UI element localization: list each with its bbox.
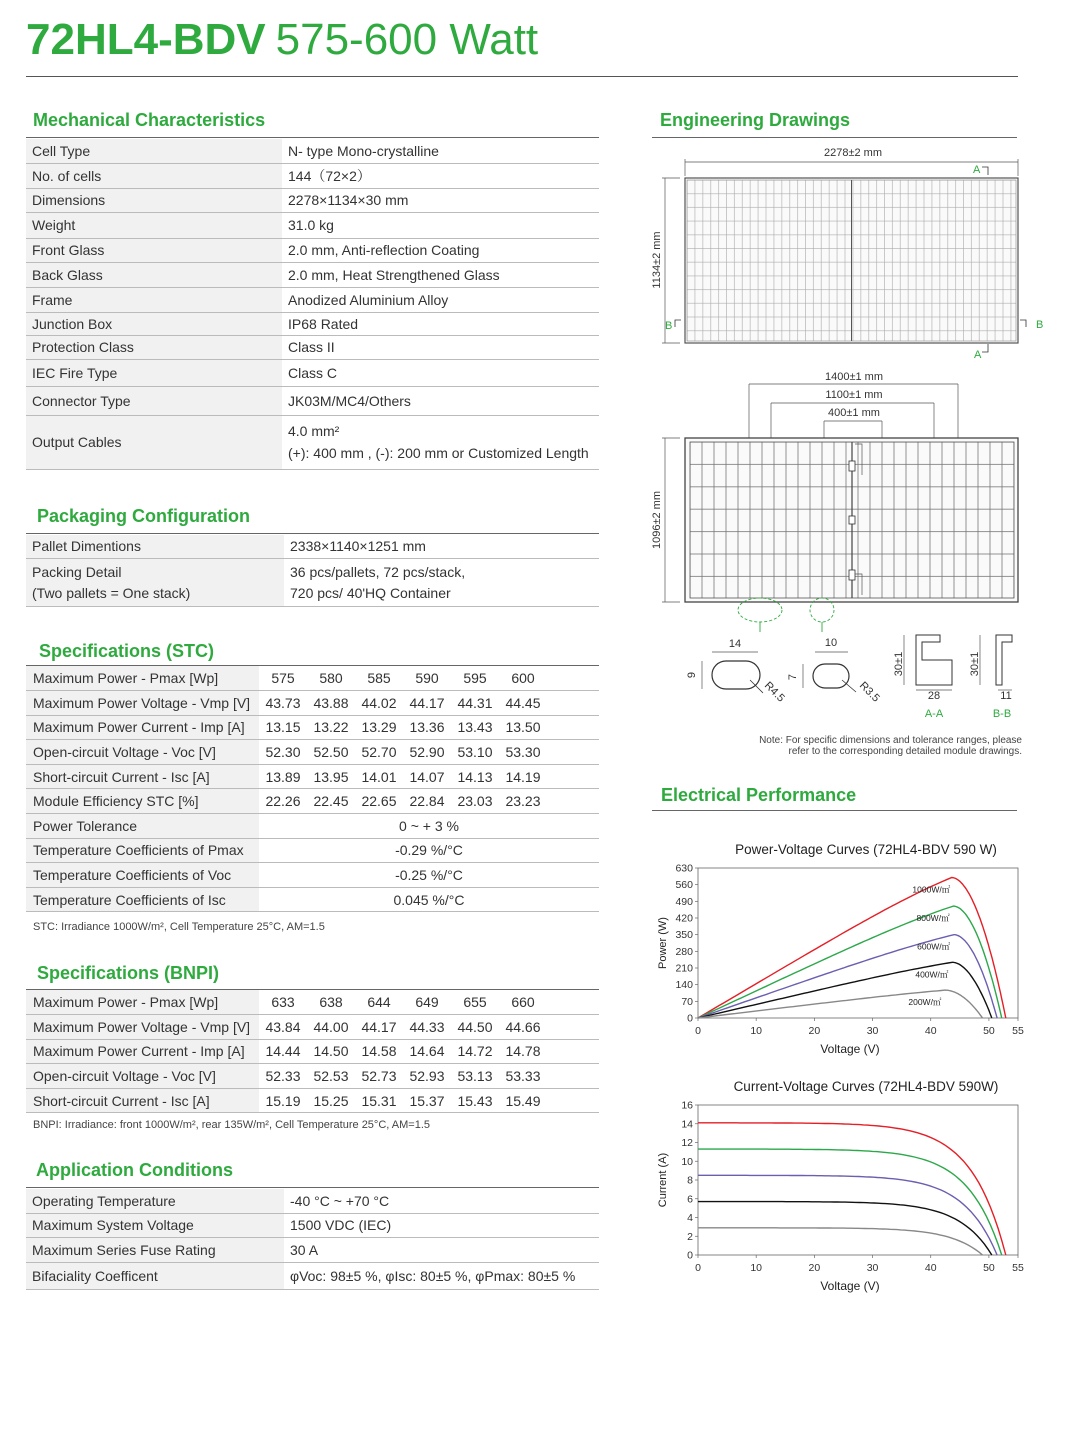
spec-key: Operating Temperature	[26, 1189, 284, 1213]
back-dim-1100: 1100±1 mm	[825, 389, 883, 401]
hole1-width: 14	[728, 638, 742, 650]
spec-value: -40 °C ~ +70 °C	[284, 1189, 599, 1213]
spec-value: 52.70	[355, 740, 403, 765]
packing-detail-line2: 720 pcs/ 40'HQ Container	[290, 584, 451, 601]
spec-value: 13.89	[259, 764, 307, 789]
spec-value: 15.43	[451, 1088, 499, 1113]
y-tick-label: 630	[675, 862, 693, 875]
spec-value: 22.65	[355, 789, 403, 814]
table-row	[26, 666, 599, 691]
spec-key: Maximum Power - Pmax [Wp]	[26, 666, 259, 691]
frame-section-bb	[969, 635, 1012, 720]
spec-value: 14.19	[499, 764, 547, 789]
spec-value	[282, 415, 599, 469]
spec-value: 14.44	[259, 1039, 307, 1064]
table-row	[26, 740, 599, 765]
output-cable-length: (+): 400 mm , (-): 200 mm or Customized Length	[288, 445, 589, 461]
x-tick-label: 30	[866, 1025, 879, 1037]
section-rule	[26, 1187, 599, 1188]
spec-key: Short-circuit Current - Isc [A]	[26, 1088, 259, 1113]
series-line	[698, 1123, 1006, 1255]
spec-value: 52.30	[259, 740, 307, 765]
spec-key: Back Glass	[26, 262, 282, 287]
table-row	[26, 691, 599, 716]
spec-value: 649	[403, 990, 451, 1015]
y-axis-label: Power (W)	[657, 917, 669, 969]
spec-value: Class II	[282, 335, 599, 359]
spec-value: 15.49	[499, 1088, 547, 1113]
spec-value	[284, 558, 599, 606]
spacer-cell	[547, 764, 599, 789]
hole2-radius: R3.5	[856, 679, 882, 705]
hole2-height: 7	[787, 673, 799, 681]
spec-value: 52.33	[259, 1064, 307, 1089]
series-line	[698, 935, 997, 1018]
series-label: 200W/㎡	[908, 997, 942, 1008]
spec-value: 44.31	[451, 691, 499, 716]
spec-value: 30 A	[284, 1237, 599, 1262]
spec-value: 44.17	[355, 1015, 403, 1040]
front-width-dim: 2278±2 mm	[823, 147, 883, 159]
spec-value: 13.29	[355, 715, 403, 740]
spec-value: 0 ~ + 3 %	[259, 814, 599, 839]
y-tick-label: 16	[681, 1099, 693, 1112]
y-tick-label: 14	[681, 1118, 693, 1131]
table-row	[26, 287, 599, 312]
spacer-cell	[547, 1039, 599, 1064]
spec-key: Power Tolerance	[26, 814, 259, 839]
spec-value: -0.29 %/°C	[259, 838, 599, 863]
aa-height: 30±1	[893, 651, 905, 677]
section-title-packaging: Packaging Configuration	[37, 506, 251, 526]
spec-value: 53.13	[451, 1064, 499, 1089]
x-tick-label: 10	[750, 1262, 763, 1274]
table-row	[26, 212, 599, 238]
chart-title: Power-Voltage Curves (72HL4-BDV 590 W)	[735, 842, 997, 857]
spec-value: 44.00	[307, 1015, 355, 1040]
spec-key: Pallet Dimentions	[26, 535, 284, 558]
front-view	[651, 147, 1043, 361]
y-tick-label: 12	[681, 1137, 693, 1149]
spec-value: 15.19	[259, 1088, 307, 1113]
spacer-cell	[547, 691, 599, 716]
page-title	[26, 14, 538, 66]
x-tick-label: 55	[1012, 1262, 1024, 1274]
spec-value: 44.66	[499, 1015, 547, 1040]
spec-value: 22.45	[307, 789, 355, 814]
section-rule	[26, 533, 599, 534]
section-rule	[652, 810, 1017, 811]
spec-key: Temperature Coefficients of Voc	[26, 863, 259, 888]
x-tick-label: 55	[1012, 1025, 1024, 1037]
spec-value: 14.07	[403, 764, 451, 789]
table-row	[26, 1189, 599, 1213]
x-axis-label: Voltage (V)	[820, 1042, 880, 1056]
table-row	[26, 415, 599, 469]
x-tick-label: 30	[866, 1262, 879, 1274]
spec-value: 14.50	[307, 1039, 355, 1064]
spec-value: 43.88	[307, 691, 355, 716]
back-dim-400: 400±1 mm	[828, 407, 880, 419]
spec-value: 44.17	[403, 691, 451, 716]
spec-key: Open-circuit Voltage - Voc [V]	[26, 740, 259, 765]
hole1-height: 9	[686, 671, 698, 679]
spec-key: Short-circuit Current - Isc [A]	[26, 764, 259, 789]
spec-key: Weight	[26, 212, 282, 238]
section-marker-a-bottom: A	[974, 349, 982, 361]
spec-value: 52.93	[403, 1064, 451, 1089]
spec-value: 23.23	[499, 789, 547, 814]
bb-height: 30±1	[969, 651, 981, 677]
table-row	[26, 312, 599, 335]
table-row	[26, 887, 599, 912]
spec-key: Module Efficiency STC [%]	[26, 789, 259, 814]
spacer-cell	[547, 789, 599, 814]
section-marker-a-top: A	[973, 164, 981, 176]
spec-value: 14.78	[499, 1039, 547, 1064]
application-table	[26, 1189, 599, 1290]
hole1-radius: R4.5	[761, 679, 787, 705]
spacer-cell	[547, 740, 599, 765]
packing-detail-label: Packing Detail	[32, 563, 122, 580]
spec-value: 13.50	[499, 715, 547, 740]
spec-key: Bifaciality Coefficent	[26, 1262, 284, 1289]
spec-value: 590	[403, 666, 451, 691]
drawing-note-line1: Note: For specific dimensions and tolerance ranges, please	[759, 735, 1022, 746]
series-label: 600W/㎡	[917, 941, 951, 952]
section-title-mechanical: Mechanical Characteristics	[33, 110, 266, 130]
spec-value: 1500 VDC (IEC)	[284, 1213, 599, 1237]
spec-value: 44.02	[355, 691, 403, 716]
y-tick-label: 70	[681, 995, 693, 1008]
spec-value: 53.30	[499, 740, 547, 765]
frame-section-aa	[893, 635, 952, 720]
y-tick-label: 8	[687, 1174, 693, 1187]
hole2-width: 10	[824, 637, 838, 649]
y-tick-label: 6	[687, 1193, 693, 1206]
spec-value: 44.50	[451, 1015, 499, 1040]
section-title-bnpi: Specifications (BNPI)	[37, 963, 220, 983]
x-tick-label: 50	[983, 1025, 995, 1037]
spec-value: 575	[259, 666, 307, 691]
table-row	[26, 789, 599, 814]
drawing-note-line2: refer to the corresponding detailed module drawings.	[788, 746, 1022, 757]
table-row	[26, 1064, 599, 1089]
table-row	[26, 238, 599, 262]
x-axis-label: Voltage (V)	[820, 1279, 880, 1293]
spec-value: 22.26	[259, 789, 307, 814]
stc-note: STC: Irradiance 1000W/m², Cell Temperature 25°C, AM=1.5	[33, 921, 325, 933]
spec-key: Protection Class	[26, 335, 282, 359]
spec-value: 0.045 %/°C	[259, 887, 599, 912]
x-tick-label: 0	[695, 1025, 701, 1037]
y-tick-label: 4	[687, 1212, 693, 1224]
spec-key: IEC Fire Type	[26, 359, 282, 386]
y-tick-label: 280	[675, 945, 693, 958]
bb-label: B-B	[992, 708, 1012, 720]
spec-value: 23.03	[451, 789, 499, 814]
x-tick-label: 50	[983, 1262, 995, 1274]
y-tick-label: 350	[675, 929, 693, 942]
y-tick-label: 0	[687, 1249, 693, 1262]
section-title-electrical: Electrical Performance	[661, 785, 857, 805]
engineering-drawing	[640, 140, 1044, 720]
table-row	[26, 1015, 599, 1040]
section-marker-b-right: B	[1036, 319, 1044, 331]
back-view	[651, 371, 1018, 632]
spec-value: 15.37	[403, 1088, 451, 1113]
x-tick-label: 0	[695, 1262, 701, 1274]
spec-value: Anodized Aluminium Alloy	[282, 287, 599, 312]
spec-value: 22.84	[403, 789, 451, 814]
y-tick-label: 2	[687, 1230, 693, 1243]
table-row	[26, 838, 599, 863]
stc-table	[26, 666, 599, 912]
spec-key: Front Glass	[26, 238, 282, 262]
spec-value: 580	[307, 666, 355, 691]
section-title-application: Application Conditions	[36, 1160, 233, 1180]
drawing-note	[660, 735, 1022, 757]
section-rule	[26, 137, 599, 138]
table-row	[26, 1088, 599, 1113]
aa-label: A-A	[924, 708, 944, 720]
y-tick-label: 10	[681, 1155, 693, 1168]
series-line	[698, 1228, 983, 1255]
spec-key: Connector Type	[26, 386, 282, 415]
series-line	[698, 906, 1002, 1018]
table-row	[26, 990, 599, 1015]
table-row	[26, 715, 599, 740]
spec-value: 644	[355, 990, 403, 1015]
spec-value: 13.15	[259, 715, 307, 740]
output-cable-size: 4.0 mm²	[288, 423, 340, 439]
y-tick-label: 0	[687, 1012, 693, 1025]
packing-detail-line1: 36 pcs/pallets, 72 pcs/stack,	[290, 563, 466, 580]
table-row	[26, 1039, 599, 1064]
spec-key: Temperature Coefficients of Isc	[26, 887, 259, 912]
spec-key: Maximum Power Voltage - Vmp [V]	[26, 691, 259, 716]
spec-value: N- type Mono-crystalline	[282, 139, 599, 163]
spec-key: Maximum System Voltage	[26, 1213, 284, 1237]
plot-area	[698, 1105, 1018, 1255]
mechanical-table	[26, 139, 599, 470]
table-row	[26, 535, 599, 558]
title-divider	[26, 76, 1018, 77]
section-title-stc: Specifications (STC)	[39, 641, 215, 661]
spec-key: Output Cables	[26, 415, 282, 469]
y-axis-label: Current (A)	[657, 1152, 669, 1208]
spec-value: 13.36	[403, 715, 451, 740]
x-tick-label: 20	[808, 1262, 821, 1274]
chart-title: Current-Voltage Curves (72HL4-BDV 590W)	[733, 1079, 999, 1094]
spec-value: 53.10	[451, 740, 499, 765]
table-row	[26, 139, 599, 163]
spec-key: Cell Type	[26, 139, 282, 163]
spec-value: 144（72×2）	[282, 163, 599, 188]
table-row	[26, 163, 599, 188]
spec-value: 655	[451, 990, 499, 1015]
spec-key: Maximum Power - Pmax [Wp]	[26, 990, 259, 1015]
spacer-cell	[547, 666, 599, 691]
aa-width: 28	[927, 690, 941, 702]
spec-key: Maximum Power Current - Imp [A]	[26, 1039, 259, 1064]
table-row	[26, 1213, 599, 1237]
packing-detail-sublabel: (Two pallets = One stack)	[32, 584, 191, 601]
table-row	[26, 335, 599, 359]
section-rule	[652, 137, 1017, 138]
spec-value: 638	[307, 990, 355, 1015]
table-row	[26, 558, 599, 606]
spec-key: No. of cells	[26, 163, 282, 188]
spec-value: 44.45	[499, 691, 547, 716]
y-tick-label: 420	[675, 912, 693, 925]
spec-value: 52.50	[307, 740, 355, 765]
spec-value: 44.33	[403, 1015, 451, 1040]
table-row	[26, 262, 599, 287]
table-row	[26, 1237, 599, 1262]
x-tick-label: 40	[924, 1025, 937, 1037]
spec-value: 2338×1140×1251 mm	[284, 535, 599, 558]
spec-key: Maximum Power Current - Imp [A]	[26, 715, 259, 740]
power-voltage-chart	[650, 835, 1050, 1065]
spec-value: 43.73	[259, 691, 307, 716]
y-tick-label: 560	[675, 879, 693, 892]
spec-value: -0.25 %/°C	[259, 863, 599, 888]
bnpi-table	[26, 990, 599, 1113]
power-range: 575-600 Watt	[275, 15, 539, 64]
spec-value: 2.0 mm, Anti-reflection Coating	[282, 238, 599, 262]
spec-value: 2.0 mm, Heat Strengthened Glass	[282, 262, 599, 287]
spec-key: Maximum Power Voltage - Vmp [V]	[26, 1015, 259, 1040]
spec-key: Open-circuit Voltage - Voc [V]	[26, 1064, 259, 1089]
spec-key	[26, 558, 284, 606]
spec-value: 13.22	[307, 715, 355, 740]
spec-value: 52.73	[355, 1064, 403, 1089]
table-row	[26, 814, 599, 839]
table-row	[26, 359, 599, 386]
spec-value: 15.31	[355, 1088, 403, 1113]
back-dim-1400: 1400±1 mm	[824, 371, 884, 383]
y-tick-label: 490	[675, 895, 693, 908]
model-name: 72HL4-BDV	[26, 15, 266, 64]
series-line	[698, 1175, 997, 1255]
spec-value: 633	[259, 990, 307, 1015]
front-height-dim: 1134±2 mm	[651, 231, 663, 289]
mounting-hole-detail	[686, 637, 882, 705]
spacer-cell	[547, 1015, 599, 1040]
table-row	[26, 863, 599, 888]
spec-value: 31.0 kg	[282, 212, 599, 238]
spec-value: 43.84	[259, 1015, 307, 1040]
y-tick-label: 210	[675, 962, 693, 975]
series-label: 400W/㎡	[915, 969, 949, 980]
back-height-dim: 1096±2 mm	[651, 490, 663, 550]
section-title-drawings: Engineering Drawings	[660, 110, 851, 130]
spec-value: 52.53	[307, 1064, 355, 1089]
spacer-cell	[547, 1088, 599, 1113]
table-row	[26, 764, 599, 789]
spec-value: 14.72	[451, 1039, 499, 1064]
table-row	[26, 386, 599, 415]
spec-key: Junction Box	[26, 312, 282, 335]
current-voltage-chart	[650, 1072, 1050, 1304]
spec-value: 13.95	[307, 764, 355, 789]
bb-width: 11	[1000, 690, 1012, 702]
y-tick-label: 140	[675, 979, 693, 992]
spec-value: 595	[451, 666, 499, 691]
table-row	[26, 188, 599, 212]
spec-value: 53.33	[499, 1064, 547, 1089]
spec-value: IP68 Rated	[282, 312, 599, 335]
section-marker-b-left: B	[665, 320, 673, 332]
spacer-cell	[547, 715, 599, 740]
spec-value: 585	[355, 666, 403, 691]
series-label: 800W/㎡	[916, 913, 950, 924]
spec-value: Class C	[282, 359, 599, 386]
spec-value: 13.43	[451, 715, 499, 740]
spec-value: 14.01	[355, 764, 403, 789]
x-tick-label: 10	[750, 1025, 763, 1037]
spec-value: 15.25	[307, 1088, 355, 1113]
spec-key: Frame	[26, 287, 282, 312]
bnpi-note: BNPI: Irradiance: front 1000W/m², rear 135W/m², Cell Temperature 25°C, AM=1.5	[33, 1119, 430, 1131]
table-row	[26, 1262, 599, 1289]
spec-value: 14.13	[451, 764, 499, 789]
spec-value: 2278×1134×30 mm	[282, 188, 599, 212]
spacer-cell	[547, 990, 599, 1015]
spec-key: Dimensions	[26, 188, 282, 212]
spec-value: 660	[499, 990, 547, 1015]
spacer-cell	[547, 1064, 599, 1089]
spec-value: 52.90	[403, 740, 451, 765]
packaging-table	[26, 535, 599, 607]
x-tick-label: 40	[924, 1262, 937, 1274]
spec-value: 14.64	[403, 1039, 451, 1064]
spec-value: JK03M/MC4/Others	[282, 386, 599, 415]
spec-key: Temperature Coefficients of Pmax	[26, 838, 259, 863]
spec-key: Maximum Series Fuse Rating	[26, 1237, 284, 1262]
spec-value: 600	[499, 666, 547, 691]
spec-value: 14.58	[355, 1039, 403, 1064]
series-label: 1000W/㎡	[912, 884, 951, 895]
spec-value: φVoc: 98±5 %, φIsc: 80±5 %, φPmax: 80±5 %	[284, 1262, 599, 1289]
x-tick-label: 20	[808, 1025, 821, 1037]
